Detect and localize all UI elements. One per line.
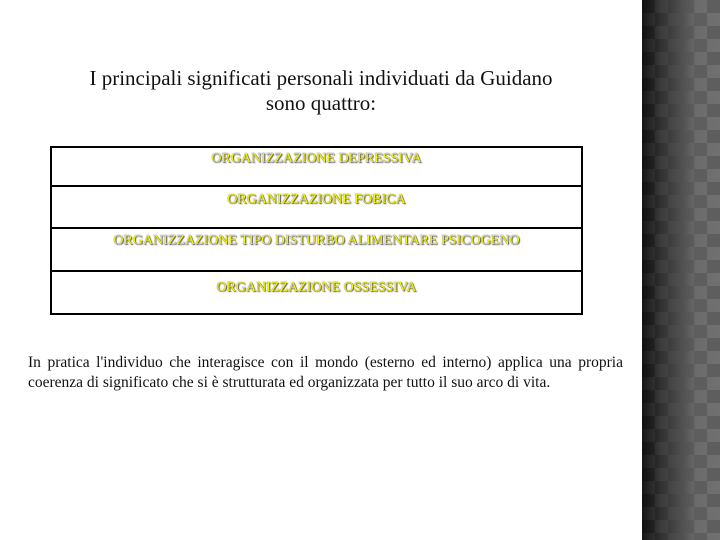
row-divider: [52, 185, 581, 187]
organization-item-fobica: ORGANIZZAZIONE FOBICA: [227, 192, 406, 207]
organization-item-alimentare: ORGANIZZAZIONE TIPO DISTURBO ALIMENTARE PSICOGENO: [113, 233, 520, 248]
decorative-side-panel: [642, 0, 720, 540]
title-line-1: I principali significati personali individuati da Guidano: [89, 66, 553, 90]
body-paragraph: In pratica l'individuo che interagisce con il mondo (esterno ed interno) applica una propria coerenza di significato che si è strutturata ed organizzata per tutto il suo arco di vita.: [28, 354, 623, 391]
organization-item-depressiva: ORGANIZZAZIONE DEPRESSIVA: [211, 151, 422, 166]
title-line-2: sono quattro:: [265, 91, 377, 115]
row-divider: [52, 270, 581, 272]
organizations-table: [50, 146, 583, 315]
row-divider: [52, 227, 581, 229]
organization-item-ossessiva: ORGANIZZAZIONE OSSESSIVA: [216, 280, 417, 295]
slide-title: [20, 66, 622, 116]
